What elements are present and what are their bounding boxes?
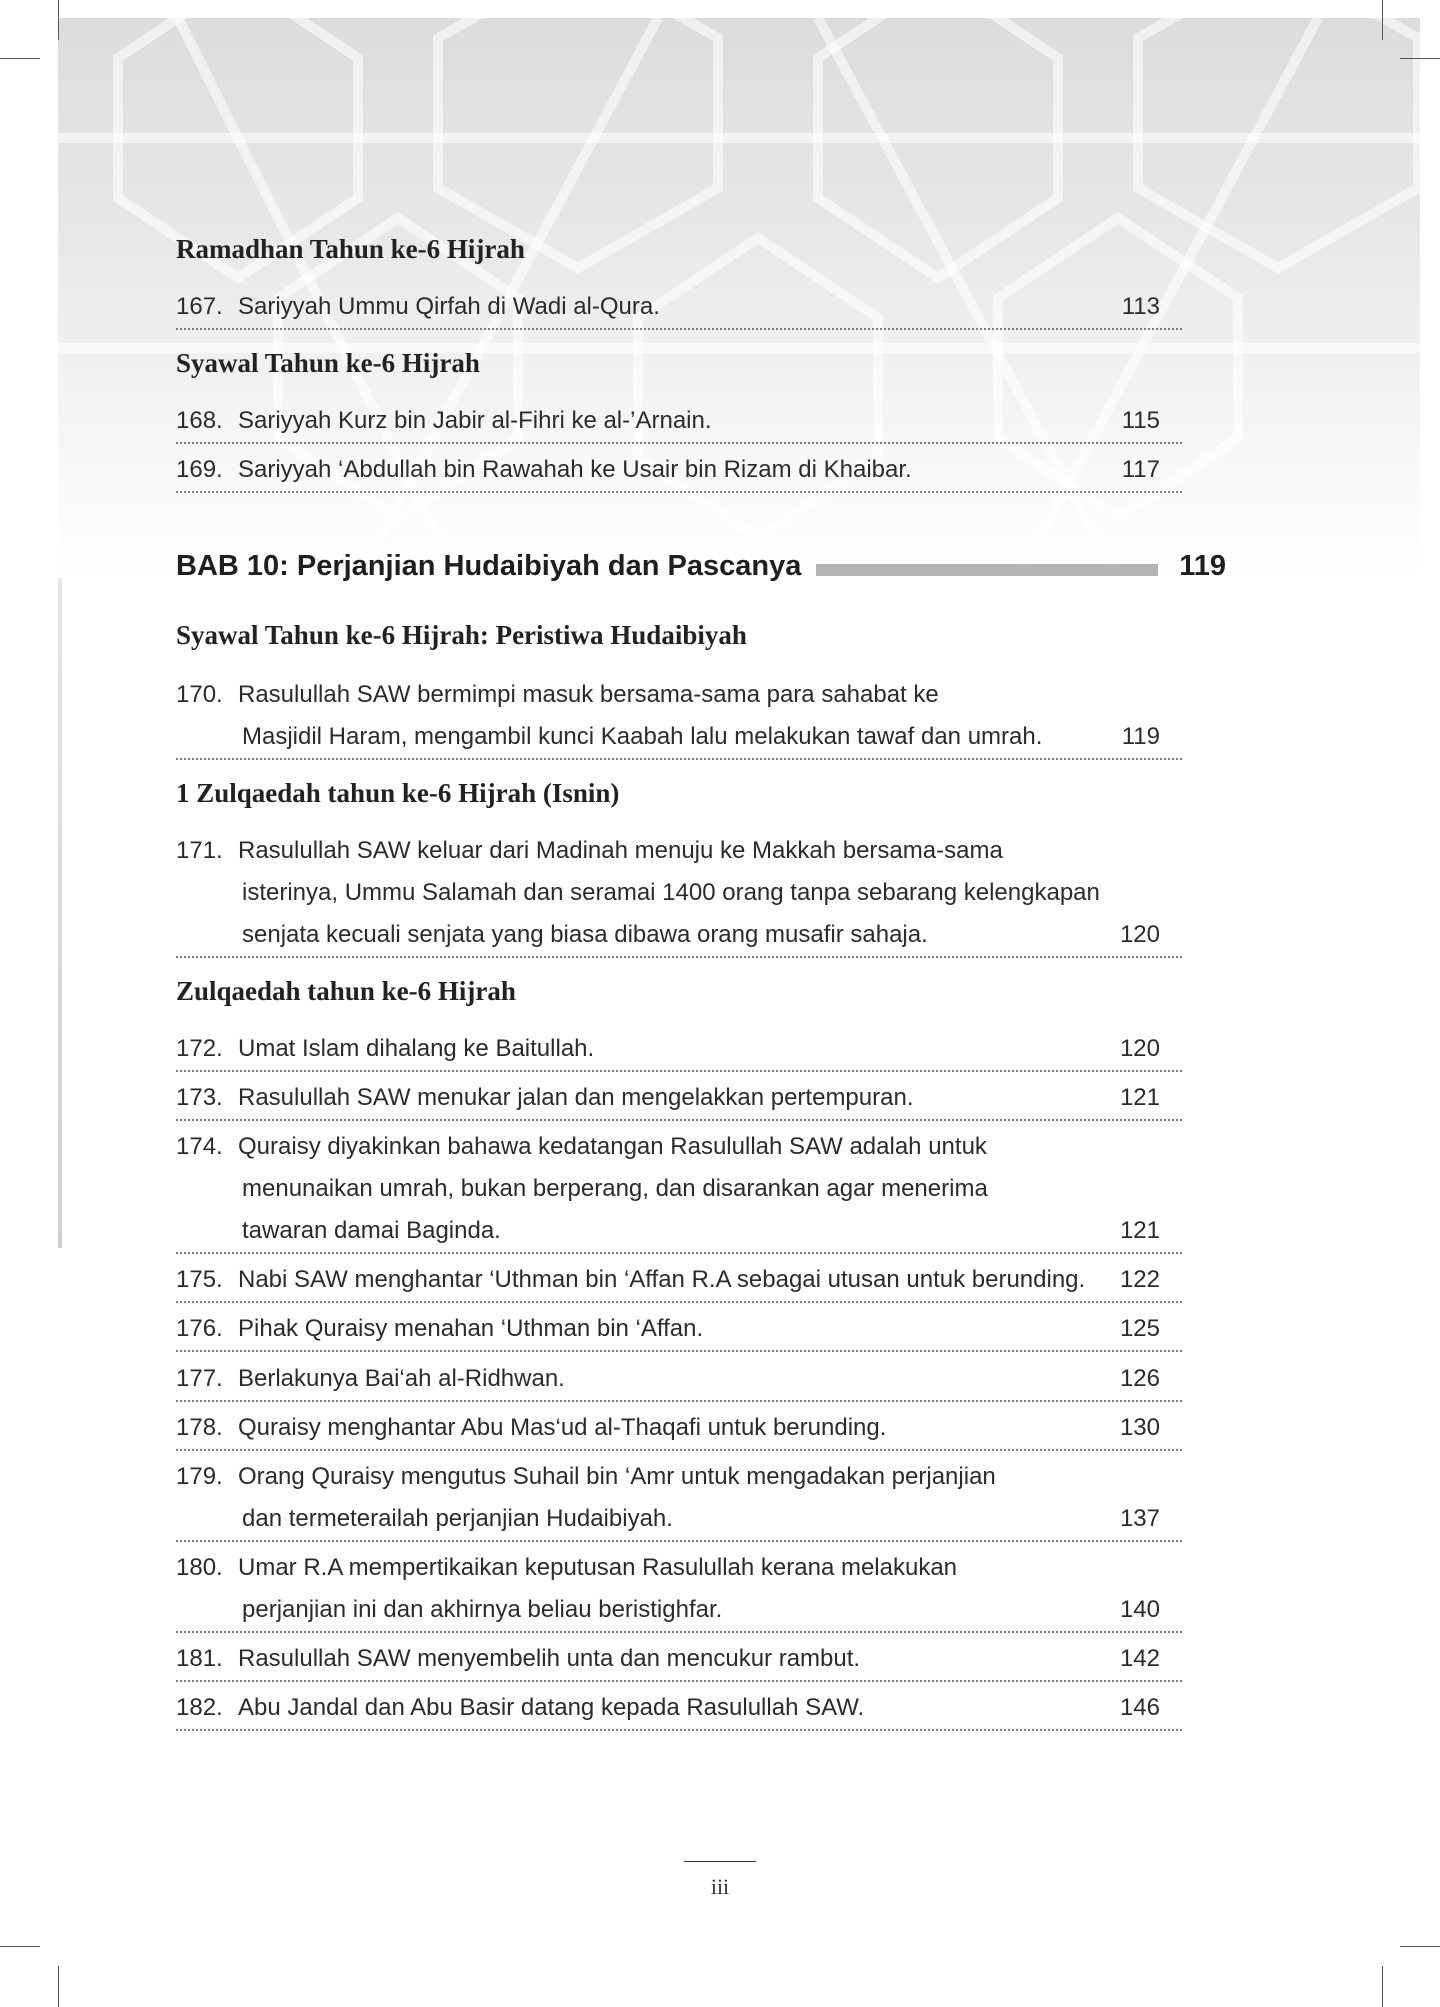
entry-number: 179. bbox=[176, 1463, 223, 1490]
crop-mark bbox=[58, 1966, 59, 2007]
toc-entry[interactable] bbox=[176, 1077, 1182, 1121]
entry-text-line: Orang Quraisy mengutus Suhail bin ‘Amr untuk mengadakan perjanjian bbox=[238, 1463, 996, 1490]
entry-page-number: 115 bbox=[1121, 407, 1160, 434]
entry-number: 177. bbox=[176, 1365, 223, 1392]
toc-entry[interactable] bbox=[176, 1126, 1182, 1254]
entry-page-number: 130 bbox=[1119, 1414, 1160, 1441]
entry-page-number: 117 bbox=[1121, 456, 1160, 483]
toc-entry[interactable] bbox=[176, 1547, 1182, 1633]
entry-number: 176. bbox=[176, 1315, 223, 1342]
entry-text-line: Quraisy diyakinkan bahawa kedatangan Rasulullah SAW adalah untuk bbox=[238, 1133, 987, 1160]
chapter-rule-bar bbox=[816, 564, 1158, 576]
entry-text-line: Umar R.A mempertikaikan keputusan Rasulullah kerana melakukan bbox=[238, 1554, 958, 1581]
entry-page-number: 146 bbox=[1119, 1694, 1160, 1721]
entry-text: Sariyyah ‘Abdullah bin Rawahah ke Usair bin Rizam di Khaibar. bbox=[238, 456, 912, 483]
entry-text: Umat Islam dihalang ke Baitullah. bbox=[238, 1035, 595, 1062]
toc-entry[interactable] bbox=[176, 1028, 1182, 1072]
entry-number: 180. bbox=[176, 1554, 223, 1581]
section-heading: 1 Zulqaedah tahun ke-6 Hijrah (Isnin) bbox=[176, 778, 620, 808]
entry-page-number: 142 bbox=[1119, 1645, 1160, 1672]
crop-mark bbox=[0, 58, 40, 59]
entry-text-line: isterinya, Ummu Salamah dan seramai 1400 orang tanpa sebarang kelengkapan bbox=[242, 879, 1100, 906]
section-heading: Syawal Tahun ke-6 Hijrah: Peristiwa Hudaibiyah bbox=[176, 620, 747, 650]
entry-text-line: senjata kecuali senjata yang biasa dibawa orang musafir sahaja. bbox=[242, 921, 928, 948]
entry-text: Sariyyah Kurz bin Jabir al-Fihri ke al-’Arnain. bbox=[238, 407, 712, 434]
chapter-page-number: 119 bbox=[1179, 550, 1226, 582]
entry-number: 167. bbox=[176, 293, 223, 320]
entry-number: 171. bbox=[176, 837, 223, 864]
entry-text: Abu Jandal dan Abu Basir datang kepada Rasulullah SAW. bbox=[238, 1694, 865, 1721]
entry-number: 175. bbox=[176, 1266, 223, 1293]
entry-number: 174. bbox=[176, 1133, 223, 1160]
toc-entry[interactable] bbox=[176, 1259, 1182, 1303]
toc-entry[interactable] bbox=[176, 400, 1182, 444]
entry-page-number: 125 bbox=[1119, 1315, 1160, 1342]
entry-number: 181. bbox=[176, 1645, 223, 1672]
entry-text: Quraisy menghantar Abu Mas‘ud al-Thaqafi untuk berunding. bbox=[238, 1414, 887, 1441]
toc-entry[interactable] bbox=[176, 674, 1182, 760]
toc-entry[interactable] bbox=[176, 1638, 1182, 1682]
chapter-heading[interactable] bbox=[176, 550, 1226, 590]
entry-number: 178. bbox=[176, 1414, 223, 1441]
chapter-title: BAB 10: Perjanjian Hudaibiyah dan Pascanya bbox=[176, 550, 802, 582]
entry-text: Nabi SAW menghantar ‘Uthman bin ‘Affan R.A sebagai utusan untuk berunding. bbox=[238, 1266, 1086, 1293]
entry-text-line: dan termeterailah perjanjian Hudaibiyah. bbox=[242, 1505, 673, 1532]
crop-mark bbox=[1382, 0, 1383, 40]
entry-text-line: tawaran damai Baginda. bbox=[242, 1217, 501, 1244]
entry-text: Pihak Quraisy menahan ‘Uthman bin ‘Affan. bbox=[238, 1315, 704, 1342]
entry-text: Rasulullah SAW menyembelih unta dan mencukur rambut. bbox=[238, 1645, 861, 1672]
page-number: iii bbox=[710, 1874, 730, 1899]
toc-entry[interactable] bbox=[176, 449, 1182, 493]
entry-number: 168. bbox=[176, 407, 223, 434]
entry-text: Sariyyah Ummu Qirfah di Wadi al-Qura. bbox=[238, 293, 660, 320]
entry-page-number: 137 bbox=[1119, 1505, 1160, 1532]
crop-mark bbox=[1382, 1966, 1383, 2007]
entry-page-number: 140 bbox=[1119, 1596, 1160, 1623]
footer-rule bbox=[684, 1861, 756, 1862]
entry-number: 182. bbox=[176, 1694, 223, 1721]
entry-text-line: Rasulullah SAW bermimpi masuk bersama-sama para sahabat ke bbox=[238, 681, 939, 708]
section-heading: Syawal Tahun ke-6 Hijrah bbox=[176, 348, 480, 378]
entry-page-number: 120 bbox=[1119, 1035, 1160, 1062]
entry-page-number: 126 bbox=[1119, 1365, 1160, 1392]
toc-entry[interactable] bbox=[176, 1308, 1182, 1352]
entry-page-number: 119 bbox=[1121, 723, 1160, 750]
entry-text-line: Masjidil Haram, mengambil kunci Kaabah lalu melakukan tawaf dan umrah. bbox=[242, 723, 1043, 750]
section-heading: Ramadhan Tahun ke-6 Hijrah bbox=[176, 234, 525, 264]
entry-number: 172. bbox=[176, 1035, 223, 1062]
entry-text: Rasulullah SAW menukar jalan dan mengelakkan pertempuran. bbox=[238, 1084, 914, 1111]
entry-text-line: perjanjian ini dan akhirnya beliau beristighfar. bbox=[242, 1596, 723, 1623]
entry-text: Berlakunya Bai‘ah al-Ridhwan. bbox=[238, 1365, 565, 1392]
entry-text-line: menunaikan umrah, bukan berperang, dan disarankan agar menerima bbox=[242, 1175, 988, 1202]
crop-mark bbox=[0, 1946, 40, 1947]
entry-number: 169. bbox=[176, 456, 223, 483]
entry-number: 170. bbox=[176, 681, 223, 708]
toc-entry[interactable] bbox=[176, 830, 1182, 958]
crop-mark bbox=[1400, 58, 1440, 59]
entry-text-line: Rasulullah SAW keluar dari Madinah menuju ke Makkah bersama-sama bbox=[238, 837, 1003, 864]
entry-page-number: 120 bbox=[1119, 921, 1160, 948]
toc-entry[interactable] bbox=[176, 1456, 1182, 1542]
toc-entry[interactable] bbox=[176, 1407, 1182, 1451]
entry-page-number: 121 bbox=[1119, 1084, 1160, 1111]
entry-page-number: 121 bbox=[1119, 1217, 1160, 1244]
toc-entry[interactable] bbox=[176, 1358, 1182, 1402]
entry-page-number: 113 bbox=[1121, 293, 1160, 320]
entry-page-number: 122 bbox=[1119, 1266, 1160, 1293]
entry-number: 173. bbox=[176, 1084, 223, 1111]
toc-entry[interactable] bbox=[176, 1687, 1182, 1731]
crop-mark bbox=[58, 0, 59, 40]
crop-mark bbox=[1400, 1946, 1440, 1947]
left-margin-strip bbox=[58, 578, 62, 1248]
section-heading: Zulqaedah tahun ke-6 Hijrah bbox=[176, 976, 516, 1006]
toc-entry[interactable] bbox=[176, 286, 1182, 330]
